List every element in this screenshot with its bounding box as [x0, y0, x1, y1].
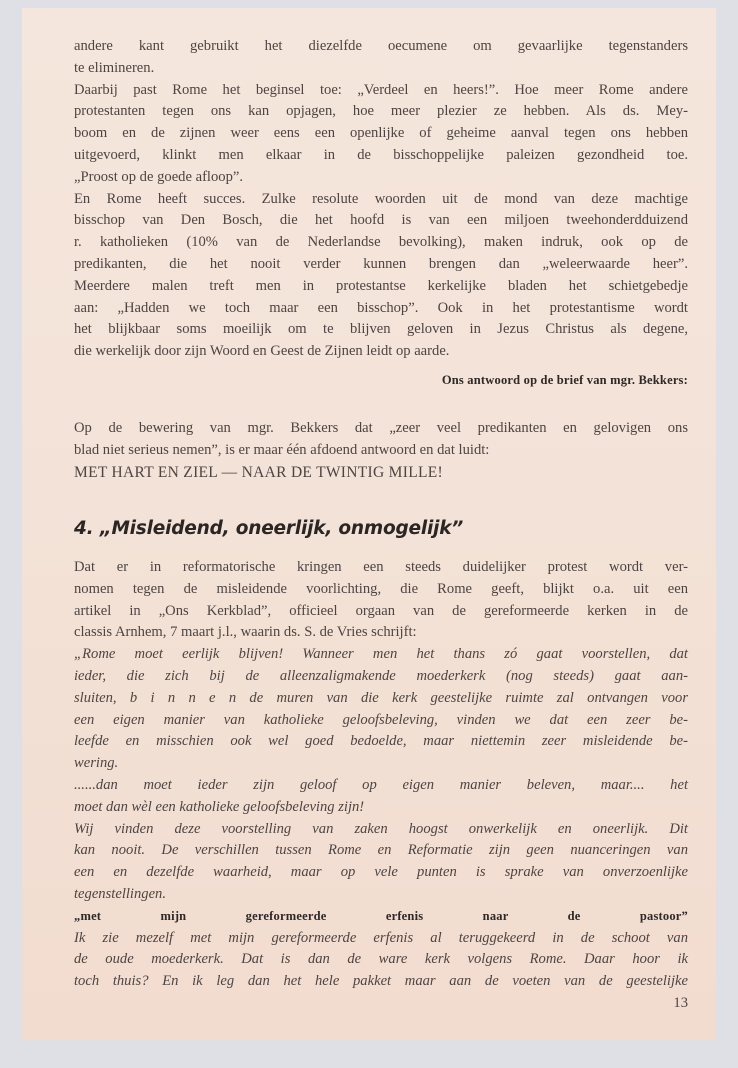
- text-line: ieder, die zich bij de alleenzaligmakende moederkerk (nog steeds) gaat aan-: [74, 667, 688, 684]
- text-line: toch thuis? En ik leg dan het hele pakket maar aan de voeten van de geestelijke: [74, 973, 688, 990]
- text-line: protestanten tegen ons kan opjagen, hoe meer plezier ze hebben. Als ds. Mey-: [74, 103, 688, 120]
- text-line: uitgevoerd, klinkt men elkaar in de bisschoppelijke paleizen gezondheid toe.: [74, 146, 688, 163]
- text-line: blad niet serieus nemen”, is er maar één afdoend antwoord en dat luidt:: [74, 441, 490, 458]
- text-line: aan: „Hadden we toch maar een bisschop”. Ook in het protestantisme wordt: [74, 299, 688, 316]
- text-line: sluiten, b i n n e n de muren van die kerk geestelijke ruimte zal ontvangen voor: [74, 689, 688, 706]
- text-line: het blijkbaar soms moeilijk om te blijven geloven in Jezus Christus als degene,: [74, 321, 688, 338]
- text-line: moet dan wèl een katholieke geloofsbeleving zijn!: [74, 798, 365, 815]
- text-line: bisschop van Den Bosch, die het hoofd is van een miljoen tweehonderdduizend: [74, 212, 688, 229]
- text-line: classis Arnhem, 7 maart j.l., waarin ds. S. de Vries schrijft:: [74, 624, 417, 641]
- subheading-reply: Ons antwoord op de brief van mgr. Bekkers:: [441, 373, 688, 387]
- text-line: r. katholieken (10% van de Nederlandse bevolking), maken indruk, ook op de: [74, 234, 688, 251]
- text-line: de oude moederkerk. Dat is dan de ware kerk volgens Rome. Daar hoor ik: [74, 951, 688, 968]
- page-number: 13: [673, 994, 688, 1011]
- text-block-section-4: [74, 557, 688, 1015]
- text-line: leefde en misschien ook wel goed bedoelde, maar niettemin zeer misleidende be-: [74, 733, 688, 750]
- text-line: En Rome heeft succes. Zulke resolute woorden uit de mond van deze machtige: [74, 190, 688, 207]
- text-line: Op de bewering van mgr. Bekkers dat „zeer veel predikanten en gelovigen ons: [74, 420, 688, 436]
- text-line: tegenstellingen.: [74, 885, 166, 902]
- text-block-intro: [74, 36, 688, 363]
- text-line: Dat er in reformatorische kringen een steeds duidelijker protest wordt ver-: [74, 559, 688, 575]
- section-heading: 4. „Misleidend, oneerlijk, onmogelijk”: [74, 518, 464, 539]
- text-line: te elimineren.: [74, 59, 155, 76]
- text-line: een en dezelfde waarheid, maar op vele punten is sprake van onverzoenlijke: [74, 864, 688, 881]
- text-line: die werkelijk door zijn Woord en Geest de Zijnen leidt op aarde.: [74, 343, 450, 360]
- slogan-line: MET HART EN ZIEL — NAAR DE TWINTIG MILLE!: [74, 463, 443, 481]
- text-line: kan nooit. De verschillen tussen Rome en Reformatie zijn geen nuanceringen van: [74, 842, 688, 859]
- text-line: andere kant gebruikt het diezelfde oecumene om gevaarlijke tegenstanders: [74, 38, 688, 54]
- text-block-reply: [74, 418, 688, 483]
- text-line: Daarbij past Rome het beginsel toe: „Verdeel en heers!”. Hoe meer Rome andere: [74, 81, 688, 98]
- text-line: Ik zie mezelf met mijn gereformeerde erfenis al teruggekeerd in de schoot van: [74, 929, 688, 946]
- text-line: ......dan moet ieder zijn geloof op eigen manier beleven, maar.... het: [74, 776, 688, 793]
- text-line: nomen tegen de misleidende voorlichting, die Rome geeft, blijkt o.a. uit een: [74, 580, 688, 597]
- text-line: „Rome moet eerlijk blijven! Wanneer men het thans zó gaat voorstellen, dat: [74, 646, 688, 663]
- text-line: „Proost op de goede afloop”.: [74, 168, 243, 185]
- document-page: [22, 8, 716, 1040]
- text-line: Wij vinden deze voorstelling van zaken hoogst onwerkelijk en oneerlijk. Dit: [74, 820, 688, 837]
- text-line: artikel in „Ons Kerkblad”, officieel orgaan van de gereformeerde kerken in de: [74, 602, 688, 619]
- text-line: boom en de zijnen weer eens een openlijke of geheime aanval tegen ons hebben: [74, 125, 688, 142]
- text-line: predikanten, die het nooit verder kunnen brengen dan „weleerwaarde heer”.: [74, 255, 688, 272]
- subheading-inheritance: „met mijn gereformeerde erfenis naar de pastoor”: [74, 908, 688, 923]
- text-line: Meerdere malen treft men in protestantse kerkelijke bladen het schietgebedje: [74, 277, 688, 294]
- text-line: wering.: [74, 755, 119, 772]
- text-line: een eigen manier van katholieke geloofsbeleving, vinden we dat een zeer be-: [74, 711, 688, 728]
